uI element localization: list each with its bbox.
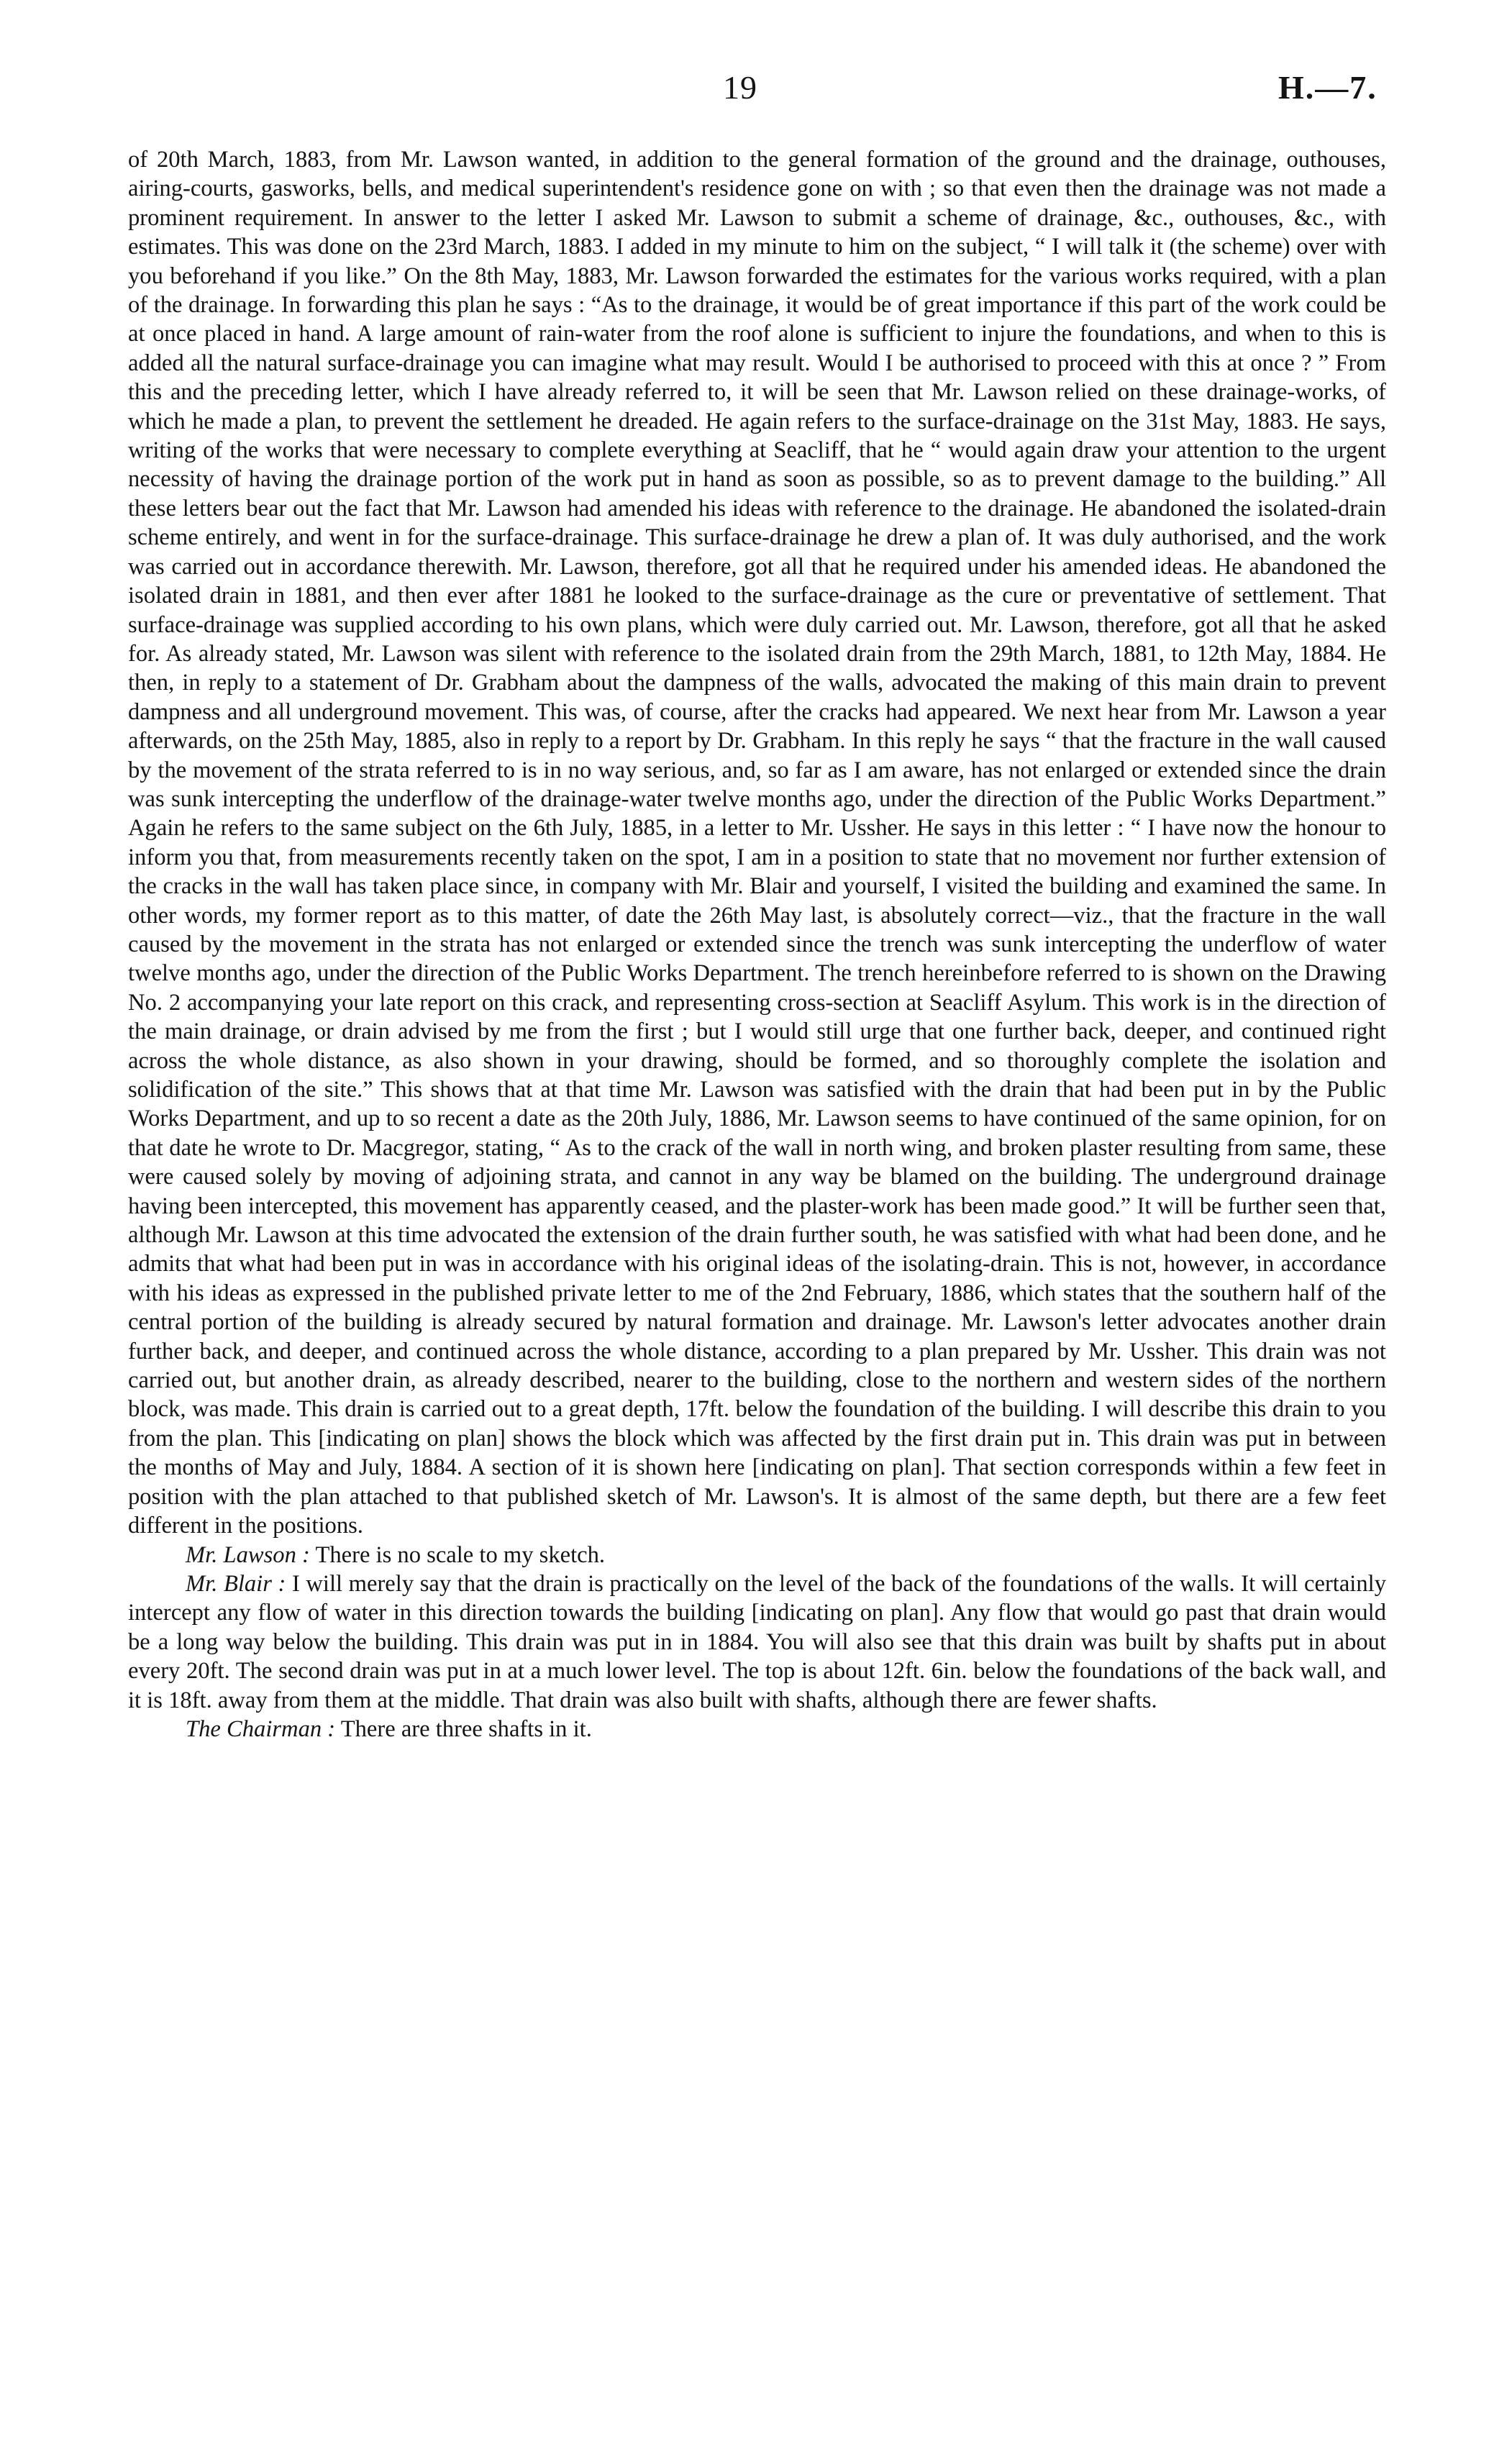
exchange-chairman (128, 1715, 1386, 1744)
document-reference: H.—7. (1278, 69, 1377, 106)
document-body (128, 145, 1386, 1744)
page-number: 19 (723, 69, 757, 106)
speech-text: I will merely say that the drain is practically on the level of the back of the foundations of the walls. It will certainly intercept any flow of water in this direction towards the building [indicating on plan]. Any flow that would go past that drain would be a long way below the building. This drain was put in in 1884. You will also see that this drain was built by shafts put in about every 20ft. The second drain was put in at a much lower level. The top is about 12ft. 6in. below the foundations of the back wall, and it is 18ft. away from them at the middle. That drain was also built with shafts, although there are fewer shafts. (128, 1570, 1386, 1713)
exchange-lawson (128, 1541, 1386, 1569)
speech-text: There are three shafts in it. (340, 1715, 592, 1742)
speaker-label: The Chairman : (186, 1715, 336, 1742)
exchange-blair (128, 1569, 1386, 1715)
page-header (0, 68, 1512, 126)
speech-text: There is no scale to my sketch. (315, 1541, 606, 1568)
speaker-label: Mr. Blair : (186, 1570, 286, 1597)
main-paragraph: of 20th March, 1883, from Mr. Lawson wanted, in addition to the general formation of the ground and the drainage, outhouses, airing-courts, gasworks, bells, and medical superintendent's residence gone on with ; so that even then the drainage was not made a prominent requirement. In answer to the letter I asked Mr. Lawson to submit a scheme of drainage, &c., outhouses, &c., with estimates. This was done on the 23rd March, 1883. I added in my minute to him on the subject, “ I will talk it (the scheme) over with you beforehand if you like.” On the 8th May, 1883, Mr. Lawson forwarded the estimates for the various works required, with a plan of the drainage. In forwarding this plan he says : “As to the drainage, it would be of great importance if this part of the work could be at once placed in hand. A large amount of rain-water from the roof alone is sufficient to injure the foundations, and when to this is added all the natural surface-drainage you can imagine what may result. Would I be authorised to proceed with this at once ? ” From this and the preceding letter, which I have already referred to, it will be seen that Mr. Lawson relied on these drainage-works, of which he made a plan, to prevent the settlement he dreaded. He again refers to the surface-drainage on the 31st May, 1883. He says, writing of the works that were necessary to complete everything at Seacliff, that he “ would again draw your attention to the urgent necessity of having the drainage portion of the work put in hand as soon as possible, so as to prevent damage to the building.” All these letters bear out the fact that Mr. Lawson had amended his ideas with reference to the drainage. He abandoned the isolated-drain scheme entirely, and went in for the surface-drainage. This surface-drainage he drew a plan of. It was duly authorised, and the work was carried out in accordance therewith. Mr. Lawson, therefore, got all that he required under his amended ideas. He abandoned the isolated drain in 1881, and then ever after 1881 he looked to the surface-drainage as the cure or preventative of settlement. That surface-drainage was supplied according to his own plans, which were duly carried out. Mr. Lawson, therefore, got all that he asked for. As already stated, Mr. Lawson was silent with reference to the isolated drain from the 29th March, 1881, to 12th May, 1884. He then, in reply to a statement of Dr. Grabham about the dampness of the walls, advocated the making of this main drain to prevent dampness and all underground movement. This was, of course, after the cracks had appeared. We next hear from Mr. Lawson a year afterwards, on the 25th May, 1885, also in reply to a report by Dr. Grabham. In this reply he says “ that the fracture in the wall caused by the movement of the strata referred to is in no way serious, and, so far as I am aware, has not enlarged or extended since the drain was sunk intercepting the underflow of the drainage-water twelve months ago, under the direction of the Public Works Department.” Again he refers to the same subject on the 6th July, 1885, in a letter to Mr. Ussher. He says in this letter : “ I have now the honour to inform you that, from measurements recently taken on the spot, I am in a position to state that no movement nor further extension of the cracks in the wall has taken place since, in company with Mr. Blair and yourself, I visited the building and examined the same. In other words, my former report as to this matter, of date the 26th May last, is absolutely correct—viz., that the fracture in the wall caused by the movement in the strata has not enlarged or extended since the trench was sunk intercepting the underflow of water twelve months ago, under the direction of the Public Works Department. The trench hereinbefore referred to is shown on the Drawing No. 2 accompanying your late report on this crack, and representing cross-section at Seacliff Asylum. This work is in the direction of the main drainage, or drain advised by me from the first ; but I would still urge that one further back, deeper, and continued right across the whole distance, as also shown in your drawing, should be formed, and so thoroughly complete the isolation and solidification of the site.” This shows that at that time Mr. Lawson was satisfied with the drain that had been put in by the Public Works Department, and up to so recent a date as the 20th July, 1886, Mr. Lawson seems to have continued of the same opinion, for on that date he wrote to Dr. Macgregor, stating, “ As to the crack of the wall in north wing, and broken plaster resulting from same, these were caused solely by moving of adjoining strata, and cannot in any way be blamed on the building. The underground drainage having been intercepted, this movement has apparently ceased, and the plaster-work has been made good.” It will be further seen that, although Mr. Lawson at this time advocated the extension of the drain further south, he was satisfied with what had been done, and he admits that what had been put in was in accordance with his original ideas of the isolating-drain. This is not, however, in accordance with his ideas as expressed in the published private letter to me of the 2nd February, 1886, which states that the southern half of the central portion of the building is already secured by natural formation and drainage. Mr. Lawson's letter advocates another drain further back, and deeper, and continued across the whole distance, according to a plan prepared by Mr. Ussher. This drain was not carried out, but another drain, as already described, nearer to the building, close to the northern and western sides of the northern block, was made. This drain is carried out to a great depth, 17ft. below the foundation of the building. I will describe this drain to you from the plan. This [indicating on plan] shows the block which was affected by the first drain put in. This drain was put in between the months of May and July, 1884. A section of it is shown here [indicating on plan]. That section corresponds within a few feet in position with the plan attached to that published sketch of Mr. Lawson's. It is almost of the same depth, but there are a few feet different in the positions. (128, 147, 1386, 1539)
speaker-label: Mr. Lawson : (186, 1541, 310, 1568)
